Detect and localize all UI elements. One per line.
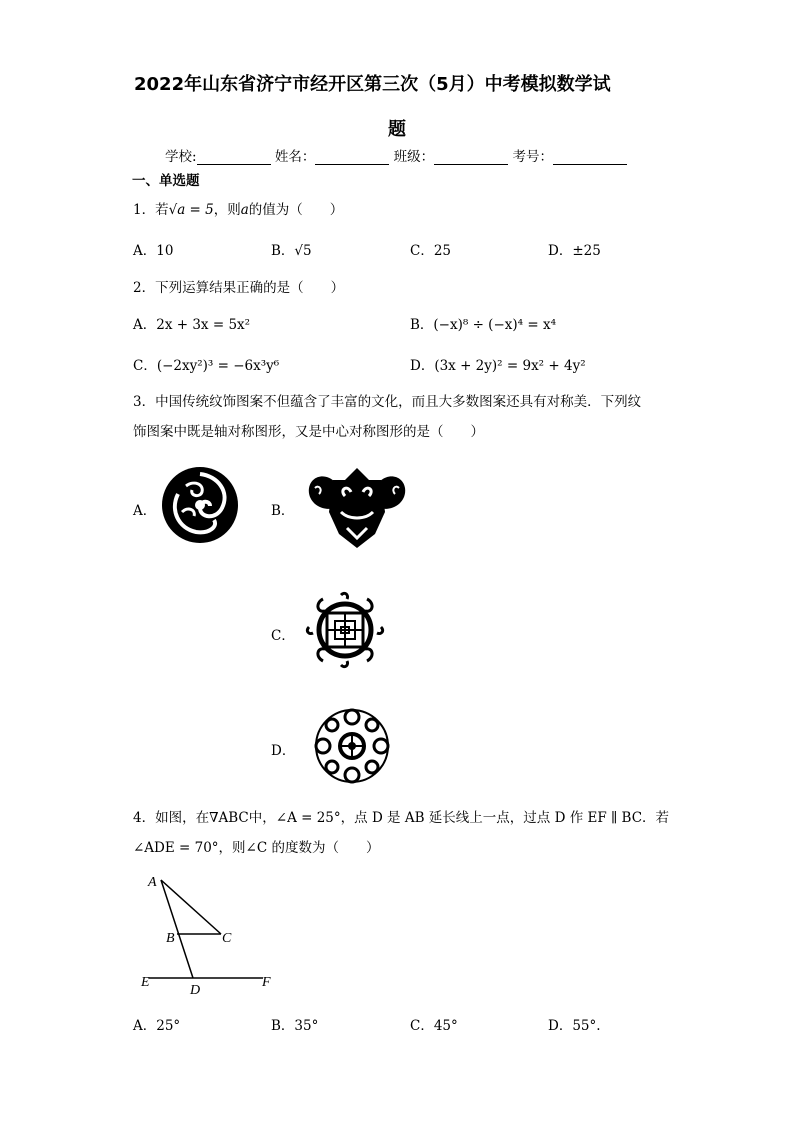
q4-option-d[interactable]: D．55°. <box>548 1018 601 1034</box>
school-label: 学校: <box>165 149 197 165</box>
question-1-stem <box>133 198 343 218</box>
pattern-c-icon <box>305 589 385 671</box>
pattern-d-icon <box>308 705 396 787</box>
label-f: F <box>262 975 271 990</box>
question-3-stem-line2: 饰图案中既是轴对称图形，又是中心对称图形的是（ ） <box>133 424 484 440</box>
q1-option-d[interactable]: D．±25 <box>548 243 601 259</box>
q3-option-c-label[interactable]: C． <box>271 628 295 644</box>
q2-option-b[interactable]: B．(−x)⁸ ÷ (−x)⁴ = x⁴ <box>410 317 556 333</box>
q3-option-b-label[interactable]: B． <box>271 503 295 519</box>
q1-option-c[interactable]: C．25 <box>410 243 452 259</box>
q1-stem-pre: 1．若 <box>133 202 169 218</box>
q1-option-a[interactable]: A．10 <box>133 243 174 259</box>
name-label: 姓名： <box>274 149 316 165</box>
q1-stem-var: a <box>240 202 249 218</box>
page-title-line2: 题 <box>388 119 406 140</box>
q4-option-c[interactable]: C．45° <box>410 1018 458 1034</box>
class-field[interactable] <box>434 150 508 165</box>
q1-stem-post: ，则 <box>213 202 241 218</box>
section-heading: 一、单选题 <box>132 173 200 189</box>
exam-no-label: 考号： <box>512 149 553 165</box>
name-field[interactable] <box>315 150 389 165</box>
q4-option-b[interactable]: B．35° <box>271 1018 319 1034</box>
pattern-b-icon <box>305 462 409 552</box>
exam-no-field[interactable] <box>553 150 627 165</box>
question-3-stem-line1: 3．中国传统纹饰图案不但蕴含了丰富的文化，而且大多数图案还具有对称美．下列纹 <box>133 394 642 410</box>
q2-option-d[interactable]: D．(3x + 2y)² = 9x² + 4y² <box>410 358 586 374</box>
label-c: C <box>222 931 232 946</box>
school-field[interactable] <box>197 150 271 165</box>
triangle-figure <box>135 868 280 998</box>
q3-option-a-label[interactable]: A． <box>133 503 157 519</box>
question-2-stem: 2．下列运算结果正确的是（ ） <box>133 280 345 296</box>
label-d: D <box>190 983 201 998</box>
q3-option-d-label[interactable]: D． <box>271 743 296 759</box>
label-a: A <box>148 875 157 890</box>
page-title-line1: 2022年山东省济宁市经开区第三次（5月）中考模拟数学试 <box>134 74 611 95</box>
q1-stem-end: 的值为（ ） <box>248 202 344 218</box>
class-label: 班级： <box>393 149 435 165</box>
pattern-a-icon <box>160 464 240 546</box>
q2-option-c[interactable]: C．(−2xy²)³ = −6x³y⁶ <box>133 358 280 374</box>
question-4-stem-line1: 4．如图，在∇ABC中，∠A = 25°，点 D 是 AB 延长线上一点，过点 D 作 EF ∥ BC．若 <box>133 810 670 826</box>
question-4-stem-line2: ∠ADE = 70°，则∠C 的度数为（ ） <box>133 840 380 856</box>
q1-stem-math: √a = 5 <box>168 202 214 218</box>
q1-option-b[interactable]: B．√5 <box>271 243 312 259</box>
q2-option-a[interactable]: A．2x + 3x = 5x² <box>133 317 251 333</box>
label-e: E <box>141 975 150 990</box>
label-b: B <box>166 931 175 946</box>
info-line <box>165 145 627 165</box>
q4-option-a[interactable]: A．25° <box>133 1018 181 1034</box>
